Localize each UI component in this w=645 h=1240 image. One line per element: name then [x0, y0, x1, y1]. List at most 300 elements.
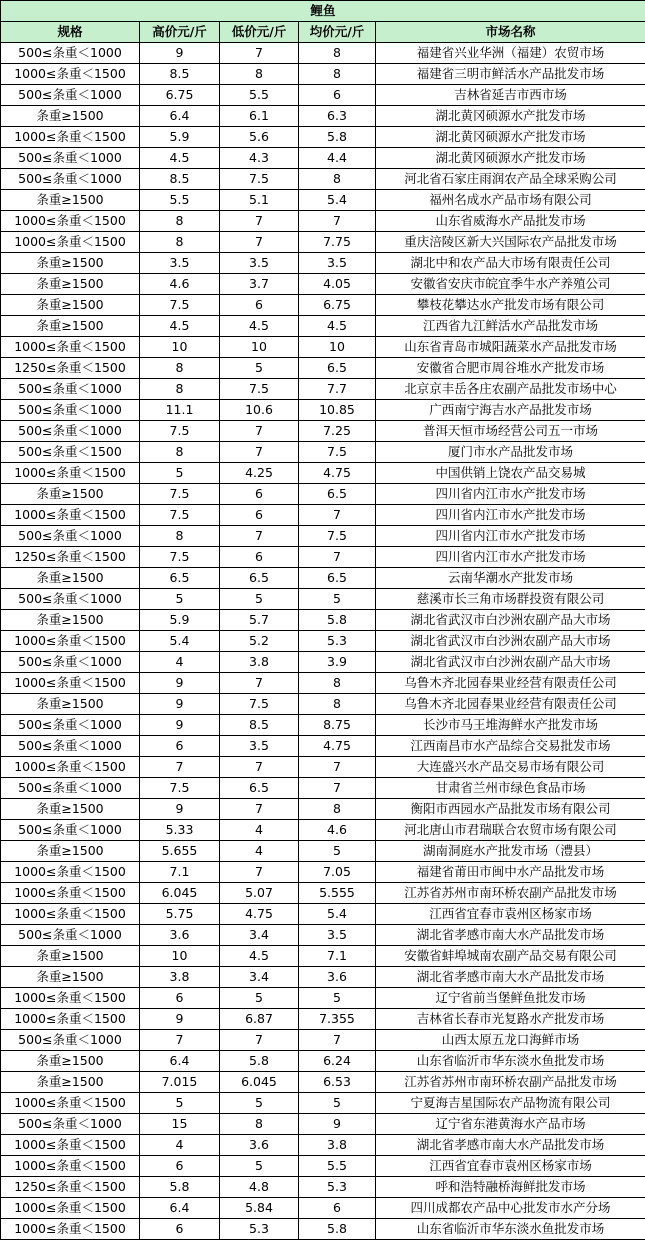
cell-spec: 500≤条重＜1000 [1, 148, 140, 169]
cell-low-price: 7 [220, 799, 299, 820]
cell-avg-price: 5.555 [299, 883, 376, 904]
cell-low-price: 5 [220, 589, 299, 610]
cell-high-price: 6 [140, 736, 220, 757]
cell-low-price: 5 [220, 358, 299, 379]
cell-high-price: 5.8 [140, 1177, 220, 1198]
table-row [1, 904, 645, 925]
table-row [1, 757, 645, 778]
cell-low-price: 5 [220, 1156, 299, 1177]
cell-high-price: 8 [140, 379, 220, 400]
cell-spec: 500≤条重＜1000 [1, 925, 140, 946]
cell-market: 四川成都农产品中心批发市水产分场 [376, 1198, 645, 1219]
cell-avg-price: 8.75 [299, 715, 376, 736]
cell-market: 宁夏海吉星国际农产品物流有限公司 [376, 1093, 645, 1114]
cell-spec: 500≤条重＜1000 [1, 526, 140, 547]
cell-spec: 1000≤条重＜1500 [1, 883, 140, 904]
cell-high-price: 7 [140, 757, 220, 778]
cell-avg-price: 6.5 [299, 568, 376, 589]
cell-avg-price: 10 [299, 337, 376, 358]
cell-market: 乌鲁木齐北园春果业经营有限责任公司 [376, 673, 645, 694]
table-row [1, 1177, 645, 1198]
cell-low-price: 5 [220, 1093, 299, 1114]
cell-market: 云南华潮水产批发市场 [376, 568, 645, 589]
cell-high-price: 9 [140, 715, 220, 736]
cell-spec: 条重≥1500 [1, 946, 140, 967]
cell-spec: 500≤条重＜1000 [1, 652, 140, 673]
cell-high-price: 5.5 [140, 190, 220, 211]
cell-high-price: 9 [140, 1009, 220, 1030]
cell-high-price: 7.015 [140, 1072, 220, 1093]
cell-spec: 条重≥1500 [1, 568, 140, 589]
cell-high-price: 5.4 [140, 631, 220, 652]
cell-low-price: 7.5 [220, 169, 299, 190]
cell-avg-price: 8 [299, 169, 376, 190]
cell-avg-price: 7 [299, 211, 376, 232]
cell-high-price: 9 [140, 43, 220, 64]
cell-high-price: 8 [140, 211, 220, 232]
cell-market: 呼和浩特融桥海鲜批发市场 [376, 1177, 645, 1198]
cell-market: 福建省三明市鲜活水产品批发市场 [376, 64, 645, 85]
cell-spec: 500≤条重＜1000 [1, 715, 140, 736]
cell-low-price: 7 [220, 673, 299, 694]
cell-avg-price: 4.75 [299, 736, 376, 757]
cell-high-price: 11.1 [140, 400, 220, 421]
cell-spec: 条重≥1500 [1, 253, 140, 274]
table-row [1, 211, 645, 232]
cell-spec: 1000≤条重＜1500 [1, 988, 140, 1009]
cell-high-price: 9 [140, 673, 220, 694]
table-row [1, 1051, 645, 1072]
cell-high-price: 4 [140, 1135, 220, 1156]
table-row [1, 484, 645, 505]
cell-high-price: 8 [140, 232, 220, 253]
cell-low-price: 8.5 [220, 715, 299, 736]
cell-high-price: 6.75 [140, 85, 220, 106]
cell-spec: 1000≤条重＜1500 [1, 1156, 140, 1177]
cell-spec: 条重≥1500 [1, 316, 140, 337]
cell-spec: 条重≥1500 [1, 484, 140, 505]
cell-avg-price: 4.6 [299, 820, 376, 841]
cell-avg-price: 7.7 [299, 379, 376, 400]
cell-avg-price: 7 [299, 547, 376, 568]
cell-low-price: 10.6 [220, 400, 299, 421]
cell-market: 大连盛兴水产品交易市场有限公司 [376, 757, 645, 778]
table-row [1, 715, 645, 736]
cell-market: 中国供销上饶农产品交易城 [376, 463, 645, 484]
cell-avg-price: 9 [299, 1114, 376, 1135]
cell-high-price: 10 [140, 946, 220, 967]
cell-market: 四川省内江市水产批发市场 [376, 547, 645, 568]
cell-spec: 500≤条重＜1000 [1, 1030, 140, 1051]
cell-low-price: 3.8 [220, 652, 299, 673]
cell-avg-price: 3.5 [299, 253, 376, 274]
cell-low-price: 4.8 [220, 1177, 299, 1198]
column-header-high-price: 高价元/斤 [140, 22, 220, 43]
cell-low-price: 7.5 [220, 379, 299, 400]
cell-market: 江苏省苏州市南环桥农副产品批发市场 [376, 883, 645, 904]
cell-spec: 条重≥1500 [1, 106, 140, 127]
cell-avg-price: 3.8 [299, 1135, 376, 1156]
cell-market: 慈溪市长三角市场群投资有限公司 [376, 589, 645, 610]
cell-spec: 1000≤条重＜1500 [1, 1093, 140, 1114]
cell-low-price: 7 [220, 232, 299, 253]
cell-low-price: 6.1 [220, 106, 299, 127]
cell-high-price: 7.5 [140, 421, 220, 442]
cell-market: 安徽省安庆市皖宜季牛水产养殖公司 [376, 274, 645, 295]
table-row [1, 820, 645, 841]
table-row [1, 1009, 645, 1030]
cell-avg-price: 8 [299, 799, 376, 820]
cell-spec: 1000≤条重＜1500 [1, 904, 140, 925]
cell-high-price: 5.33 [140, 820, 220, 841]
cell-market: 广西南宁海吉水产品批发市场 [376, 400, 645, 421]
table-row [1, 946, 645, 967]
cell-avg-price: 6 [299, 1198, 376, 1219]
cell-low-price: 5 [220, 988, 299, 1009]
cell-spec: 1250≤条重＜1500 [1, 547, 140, 568]
cell-spec: 条重≥1500 [1, 799, 140, 820]
cell-high-price: 8 [140, 442, 220, 463]
cell-avg-price: 5 [299, 1093, 376, 1114]
cell-market: 辽宁省前当堡鲜鱼批发市场 [376, 988, 645, 1009]
cell-low-price: 5.3 [220, 1219, 299, 1240]
cell-spec: 1000≤条重＜1500 [1, 631, 140, 652]
cell-market: 攀枝花攀达水产批发市场有限公司 [376, 295, 645, 316]
cell-avg-price: 7 [299, 505, 376, 526]
table-row [1, 106, 645, 127]
table-row [1, 988, 645, 1009]
cell-market: 福建省兴业华洲（福建）农贸市场 [376, 43, 645, 64]
table-row [1, 778, 645, 799]
cell-market: 甘肃省兰州市绿色食品市场 [376, 778, 645, 799]
cell-low-price: 4 [220, 841, 299, 862]
cell-market: 山东省临沂市华东淡水鱼批发市场 [376, 1051, 645, 1072]
title-row [1, 1, 645, 22]
cell-high-price: 5.9 [140, 127, 220, 148]
cell-high-price: 7.1 [140, 862, 220, 883]
cell-high-price: 3.6 [140, 925, 220, 946]
cell-low-price: 3.4 [220, 967, 299, 988]
cell-avg-price: 6.3 [299, 106, 376, 127]
table-row [1, 736, 645, 757]
cell-high-price: 7.5 [140, 484, 220, 505]
cell-market: 河北唐山市君瑞联合农贸市场有限公司 [376, 820, 645, 841]
cell-market: 四川省内江市水产批发市场 [376, 484, 645, 505]
cell-low-price: 4.25 [220, 463, 299, 484]
cell-market: 北京京丰岳各庄农副产品批发市场中心 [376, 379, 645, 400]
cell-market: 乌鲁木齐北园春果业经营有限责任公司 [376, 694, 645, 715]
cell-high-price: 8 [140, 526, 220, 547]
cell-avg-price: 5.8 [299, 610, 376, 631]
table-row [1, 421, 645, 442]
cell-high-price: 3.5 [140, 253, 220, 274]
cell-market: 辽宁省东港黄海水产品市场 [376, 1114, 645, 1135]
cell-high-price: 4.5 [140, 316, 220, 337]
table-row [1, 610, 645, 631]
cell-low-price: 10 [220, 337, 299, 358]
cell-spec: 500≤条重＜1000 [1, 820, 140, 841]
table-row [1, 967, 645, 988]
cell-market: 山西太原五龙口海鲜市场 [376, 1030, 645, 1051]
cell-low-price: 6.87 [220, 1009, 299, 1030]
cell-spec: 条重≥1500 [1, 610, 140, 631]
cell-high-price: 15 [140, 1114, 220, 1135]
cell-avg-price: 5.3 [299, 1177, 376, 1198]
cell-low-price: 6 [220, 295, 299, 316]
cell-low-price: 7 [220, 862, 299, 883]
cell-avg-price: 7.355 [299, 1009, 376, 1030]
table-row [1, 274, 645, 295]
cell-low-price: 7 [220, 1030, 299, 1051]
table-row [1, 841, 645, 862]
table-row [1, 253, 645, 274]
table-row [1, 1072, 645, 1093]
cell-high-price: 8 [140, 358, 220, 379]
cell-low-price: 4.3 [220, 148, 299, 169]
table-row [1, 631, 645, 652]
column-header-spec: 规格 [1, 22, 140, 43]
cell-spec: 500≤条重＜1000 [1, 169, 140, 190]
cell-market: 福建省莆田市闽中水产品批发市场 [376, 862, 645, 883]
cell-spec: 1000≤条重＜1500 [1, 505, 140, 526]
cell-spec: 1000≤条重＜1500 [1, 1219, 140, 1240]
cell-market: 江苏省苏州市南环桥农副产品批发市场 [376, 1072, 645, 1093]
cell-low-price: 3.4 [220, 925, 299, 946]
cell-market: 湖北省孝感市南大水产品批发市场 [376, 925, 645, 946]
cell-avg-price: 8 [299, 64, 376, 85]
cell-avg-price: 3.9 [299, 652, 376, 673]
table-row [1, 1030, 645, 1051]
cell-avg-price: 7 [299, 778, 376, 799]
cell-market: 江西省宜春市袁州区杨家市场 [376, 1156, 645, 1177]
cell-market: 湖北省武汉市白沙洲农副产品大市场 [376, 652, 645, 673]
cell-spec: 条重≥1500 [1, 295, 140, 316]
cell-low-price: 3.5 [220, 253, 299, 274]
cell-spec: 1000≤条重＜1500 [1, 1009, 140, 1030]
cell-high-price: 8.5 [140, 64, 220, 85]
cell-high-price: 5.9 [140, 610, 220, 631]
table-row [1, 463, 645, 484]
cell-spec: 1000≤条重＜1500 [1, 757, 140, 778]
cell-market: 河北省石家庄雨润农产品全球采购公司 [376, 169, 645, 190]
cell-avg-price: 3.5 [299, 925, 376, 946]
cell-avg-price: 7 [299, 1030, 376, 1051]
cell-low-price: 4.5 [220, 316, 299, 337]
cell-spec: 1250≤条重＜1500 [1, 1177, 140, 1198]
cell-market: 湖北省武汉市白沙洲农副产品大市场 [376, 631, 645, 652]
table-row [1, 148, 645, 169]
cell-high-price: 7.5 [140, 295, 220, 316]
cell-market: 安徽省合肥市周谷堆水产批发市场 [376, 358, 645, 379]
cell-low-price: 4.75 [220, 904, 299, 925]
cell-high-price: 6.4 [140, 1051, 220, 1072]
cell-market: 江西省宜春市袁州区杨家市场 [376, 904, 645, 925]
cell-avg-price: 6 [299, 85, 376, 106]
table-row [1, 652, 645, 673]
cell-spec: 500≤条重＜1500 [1, 442, 140, 463]
table-row [1, 1198, 645, 1219]
cell-market: 江西南昌市水产品综合交易批发市场 [376, 736, 645, 757]
cell-high-price: 7 [140, 1030, 220, 1051]
cell-avg-price: 10.85 [299, 400, 376, 421]
cell-market: 江西省九江鲜活水产品批发市场 [376, 316, 645, 337]
cell-market: 山东省临沂市华东淡水鱼批发市场 [376, 1219, 645, 1240]
table-row [1, 379, 645, 400]
cell-high-price: 7.5 [140, 778, 220, 799]
cell-high-price: 4.6 [140, 274, 220, 295]
cell-spec: 1250≤条重＜1500 [1, 358, 140, 379]
cell-high-price: 8.5 [140, 169, 220, 190]
cell-spec: 1000≤条重＜1500 [1, 862, 140, 883]
cell-spec: 1000≤条重＜1500 [1, 673, 140, 694]
cell-high-price: 6.045 [140, 883, 220, 904]
cell-market: 四川省内江市水产批发市场 [376, 505, 645, 526]
cell-high-price: 4 [140, 652, 220, 673]
cell-low-price: 6 [220, 505, 299, 526]
cell-high-price: 6.5 [140, 568, 220, 589]
cell-spec: 条重≥1500 [1, 967, 140, 988]
cell-avg-price: 6.75 [299, 295, 376, 316]
table-row [1, 1114, 645, 1135]
cell-high-price: 6.4 [140, 106, 220, 127]
cell-market: 重庆涪陵区新大兴国际农产品批发市场 [376, 232, 645, 253]
cell-low-price: 6.045 [220, 1072, 299, 1093]
table-row [1, 43, 645, 64]
cell-market: 福州名成水产品市场有限公司 [376, 190, 645, 211]
cell-high-price: 3.8 [140, 967, 220, 988]
table-row [1, 526, 645, 547]
cell-avg-price: 5.4 [299, 190, 376, 211]
cell-spec: 条重≥1500 [1, 1072, 140, 1093]
table-row [1, 799, 645, 820]
cell-spec: 500≤条重＜1000 [1, 379, 140, 400]
cell-spec: 条重≥1500 [1, 190, 140, 211]
cell-low-price: 4.5 [220, 946, 299, 967]
cell-low-price: 5.2 [220, 631, 299, 652]
table-row [1, 925, 645, 946]
cell-low-price: 3.5 [220, 736, 299, 757]
table-row [1, 232, 645, 253]
cell-low-price: 3.7 [220, 274, 299, 295]
cell-market: 四川省内江市水产批发市场 [376, 526, 645, 547]
cell-high-price: 7.5 [140, 547, 220, 568]
cell-low-price: 7.5 [220, 694, 299, 715]
table-row [1, 127, 645, 148]
cell-market: 湖南洞庭水产批发市场（澧县） [376, 841, 645, 862]
cell-high-price: 5 [140, 463, 220, 484]
cell-high-price: 6.4 [140, 1198, 220, 1219]
cell-spec: 1000≤条重＜1500 [1, 127, 140, 148]
cell-low-price: 6 [220, 547, 299, 568]
cell-avg-price: 6.24 [299, 1051, 376, 1072]
table-row [1, 400, 645, 421]
cell-spec: 条重≥1500 [1, 841, 140, 862]
cell-low-price: 6.5 [220, 568, 299, 589]
cell-high-price: 5.75 [140, 904, 220, 925]
table-row [1, 589, 645, 610]
cell-avg-price: 7.5 [299, 526, 376, 547]
cell-low-price: 5.07 [220, 883, 299, 904]
table-row [1, 568, 645, 589]
cell-avg-price: 5.8 [299, 1219, 376, 1240]
table-body [1, 43, 645, 1240]
cell-high-price: 9 [140, 694, 220, 715]
cell-spec: 1000≤条重＜1500 [1, 64, 140, 85]
table-row [1, 358, 645, 379]
cell-low-price: 5.8 [220, 1051, 299, 1072]
cell-high-price: 6 [140, 988, 220, 1009]
cell-avg-price: 5 [299, 841, 376, 862]
cell-market: 衡阳市西园水产品批发市场有限公司 [376, 799, 645, 820]
column-header-market: 市场名称 [376, 22, 645, 43]
table-row [1, 547, 645, 568]
cell-avg-price: 6.53 [299, 1072, 376, 1093]
table-row [1, 673, 645, 694]
table-title: 鲤鱼 [1, 1, 645, 22]
cell-avg-price: 7 [299, 757, 376, 778]
cell-market: 山东省威海水产品批发市场 [376, 211, 645, 232]
table-row [1, 1093, 645, 1114]
cell-avg-price: 5.3 [299, 631, 376, 652]
cell-avg-price: 4.75 [299, 463, 376, 484]
cell-low-price: 8 [220, 1114, 299, 1135]
table-row [1, 295, 645, 316]
cell-high-price: 5 [140, 1093, 220, 1114]
header-row [1, 22, 645, 43]
cell-avg-price: 5.8 [299, 127, 376, 148]
cell-spec: 1000≤条重＜1500 [1, 232, 140, 253]
cell-avg-price: 8 [299, 694, 376, 715]
cell-low-price: 6.5 [220, 778, 299, 799]
cell-spec: 500≤条重＜1000 [1, 589, 140, 610]
cell-avg-price: 6.5 [299, 484, 376, 505]
column-header-avg-price: 均价元/斤 [299, 22, 376, 43]
column-header-low-price: 低价元/斤 [220, 22, 299, 43]
cell-avg-price: 5.5 [299, 1156, 376, 1177]
cell-avg-price: 4.4 [299, 148, 376, 169]
cell-market: 湖北黄冈硕源水产批发市场 [376, 148, 645, 169]
cell-spec: 1000≤条重＜1500 [1, 1198, 140, 1219]
cell-low-price: 7 [220, 442, 299, 463]
cell-market: 吉林省延吉市西市场 [376, 85, 645, 106]
cell-low-price: 6 [220, 484, 299, 505]
cell-market: 湖北省武汉市白沙洲农副产品大市场 [376, 610, 645, 631]
cell-avg-price: 4.5 [299, 316, 376, 337]
cell-spec: 条重≥1500 [1, 274, 140, 295]
cell-spec: 1000≤条重＜1500 [1, 211, 140, 232]
cell-low-price: 7 [220, 421, 299, 442]
cell-market: 湖北黄冈硕源水产批发市场 [376, 127, 645, 148]
cell-high-price: 5 [140, 589, 220, 610]
cell-spec: 1000≤条重＜1500 [1, 337, 140, 358]
table-row [1, 85, 645, 106]
cell-avg-price: 7.05 [299, 862, 376, 883]
cell-low-price: 7 [220, 757, 299, 778]
cell-market: 湖北省孝感市南大水产品批发市场 [376, 1135, 645, 1156]
cell-low-price: 5.1 [220, 190, 299, 211]
cell-avg-price: 6.5 [299, 358, 376, 379]
cell-avg-price: 4.05 [299, 274, 376, 295]
table-row [1, 862, 645, 883]
cell-avg-price: 5 [299, 988, 376, 1009]
cell-high-price: 5.655 [140, 841, 220, 862]
cell-low-price: 4 [220, 820, 299, 841]
table-row [1, 1135, 645, 1156]
cell-avg-price: 7.1 [299, 946, 376, 967]
cell-avg-price: 3.6 [299, 967, 376, 988]
cell-market: 厦门市水产品批发市场 [376, 442, 645, 463]
table-row [1, 883, 645, 904]
